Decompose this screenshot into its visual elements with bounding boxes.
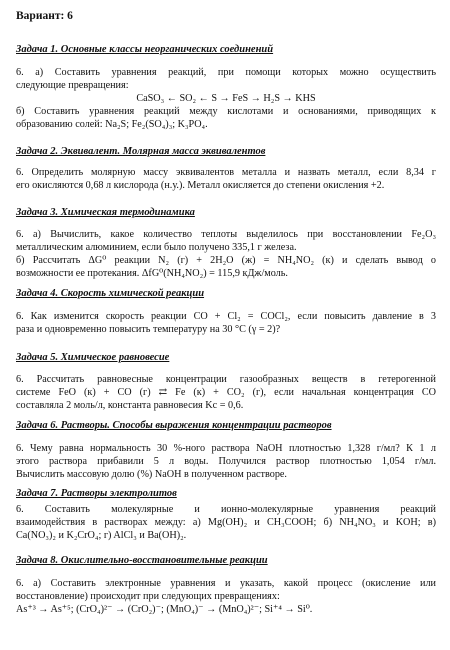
task-3-line-2: металлическим алюминием, если было получено 335,1 г железа. <box>16 242 297 253</box>
task-1-title: Задача 1. Основные классы неорганических соединений <box>16 44 274 55</box>
task-5-text <box>16 373 436 412</box>
task-2-text <box>16 166 436 192</box>
task-3-line-1: 6. а) Вычислить, какое количество теплоты выделилось при восстановлении Fe₂O₃ <box>16 229 436 240</box>
task-8-line-2: восстановление) происходит при следующих превращениях: <box>16 591 280 602</box>
task-3-title: Задача 3. Химическая термодинамика <box>16 207 195 218</box>
task-1-line-1: 6. а) Составить уравнения реакций, при помощи которых можно осуществить <box>16 67 436 78</box>
task-5-line-1: 6. Рассчитать равновесные концентрации газообразных веществ в гетерогенной <box>16 374 436 385</box>
task-1-line-4: б) Составить уравнения реакций между кислотами и основаниями, приводящих к <box>16 106 436 117</box>
task-7-text <box>16 503 436 542</box>
task-8-line-3: As⁺³ → As⁺⁵; (CrO₄)²⁻ → (CrO₂)⁻; (MnO₄)⁻ → (MnO₄)²⁻; Si⁺⁴ → Si⁰. <box>16 604 313 615</box>
task-8-title: Задача 8. Окислительно-восстановительные реакции <box>16 555 268 566</box>
variant-heading: Вариант: 6 <box>16 10 73 22</box>
task-1-line-5: образованию солей: Na₂S; Fe₂(SO₄)₃; K₃PO₄. <box>16 119 208 130</box>
task-1-text <box>16 66 436 131</box>
task-3-text <box>16 228 436 280</box>
task-1-formula: CaSO₃ ← SO₂ ← S → FeS → H₂S → KHS <box>136 93 316 104</box>
task-1-line-2: следующие превращения: <box>16 80 129 91</box>
task-5-line-3: составляла 2 моль/л, константа равновесия Kc = 0,6. <box>16 400 244 411</box>
task-4-title: Задача 4. Скорость химической реакции <box>16 288 205 299</box>
task-2-line-2: его окисляются 0,68 л кислорода (н.у.). Металл окисляется до степени окисления +2. <box>16 180 385 191</box>
task-6-line-2: этого раствора прибавили 5 л воды. Получился раствор плотностью 1,054 г/мл. <box>16 456 436 467</box>
task-2-title: Задача 2. Эквивалент. Молярная масса эквивалентов <box>16 146 266 157</box>
task-6-line-1: 6. Чему равна нормальность 30 %-ного раствора NaOH плотностью 1,328 г/мл? К 1 л <box>16 443 436 454</box>
task-8-line-1: 6. а) Составить электронные уравнения и указать, какой процесс (окисление или <box>16 578 436 589</box>
task-8-text <box>16 577 436 616</box>
task-6-line-3: Вычислить массовую долю (%) NaOH в полученном растворе. <box>16 469 287 480</box>
task-7-line-1: 6. Составить молекулярные и ионно-молекулярные уравнения реакций <box>16 504 436 515</box>
task-2-line-1: 6. Определить молярную массу эквивалентов металла и назвать металл, если 8,34 г <box>16 167 436 178</box>
task-5-line-2: системе FeO (к) + CO (г) ⇄ Fe (к) + CO₂ (г), если начальная концентрация CO <box>16 387 436 398</box>
task-7-title: Задача 7. Растворы электролитов <box>16 488 177 499</box>
task-7-line-2: взаимодействия в растворах между: а) Mg(OH)₂ и CH₃COOH; б) NH₄NO₃ и KOH; в) <box>16 517 436 528</box>
task-3-line-4: возможности ее протекания. ΔfG⁰(NH₄NO₂) = 115,9 кДж/моль. <box>16 268 288 279</box>
task-4-text <box>16 310 436 336</box>
task-4-line-2: раза и одновременно повысить температуру на 30 °C (γ = 2)? <box>16 324 281 335</box>
task-3-line-3: б) Рассчитать ΔG⁰ реакции N₂ (г) + 2H₂O (ж) = NH₄NO₂ (к) и сделать вывод о <box>16 255 436 266</box>
task-4-line-1: 6. Как изменится скорость реакции CO + Cl₂ = COCl₂, если повысить давление в 3 <box>16 311 436 322</box>
task-6-title: Задача 6. Растворы. Способы выражения концентрации растворов <box>16 420 332 431</box>
task-5-title: Задача 5. Химическое равновесие <box>16 352 170 363</box>
task-6-text <box>16 442 436 481</box>
task-7-line-3: Ca(NO₃)₂ и K₂CrO₄; г) AlCl₃ и Ba(OH)₂. <box>16 530 187 541</box>
